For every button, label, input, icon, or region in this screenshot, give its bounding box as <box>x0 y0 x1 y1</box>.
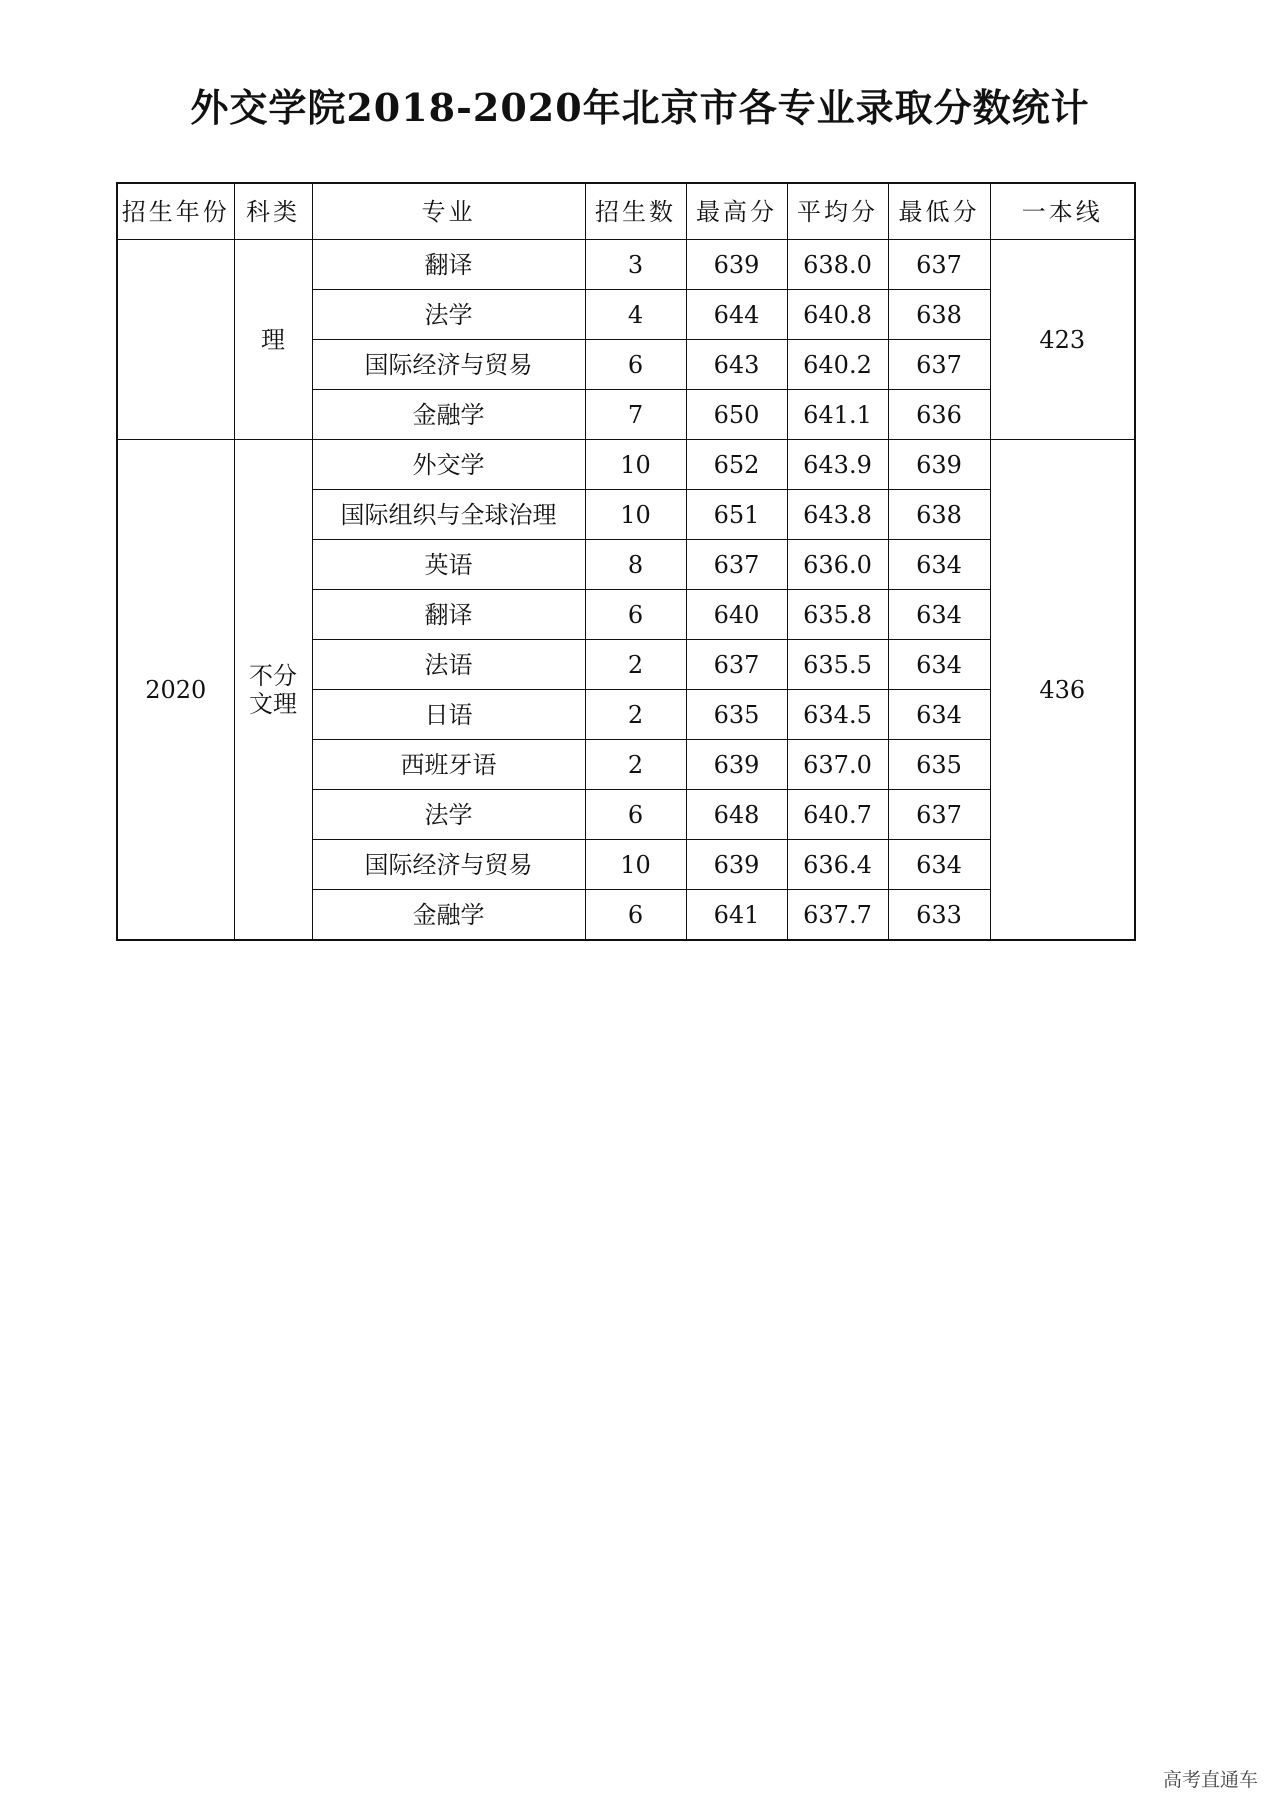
category-cell <box>234 440 312 941</box>
avg-score-cell: 635.5 <box>787 640 888 690</box>
enrolled-cell: 6 <box>585 890 686 941</box>
max-score-cell: 637 <box>686 540 787 590</box>
min-score-cell: 639 <box>888 440 990 490</box>
major-cell: 翻译 <box>312 590 585 640</box>
avg-score-cell: 640.2 <box>787 340 888 390</box>
table-row <box>117 440 1135 490</box>
major-cell: 国际组织与全球治理 <box>312 490 585 540</box>
major-cell: 翻译 <box>312 240 585 290</box>
cutoff-cell: 436 <box>990 440 1135 941</box>
major-cell: 法学 <box>312 790 585 840</box>
avg-score-cell: 635.8 <box>787 590 888 640</box>
avg-score-cell: 643.9 <box>787 440 888 490</box>
major-cell: 金融学 <box>312 890 585 941</box>
enrolled-cell: 10 <box>585 840 686 890</box>
min-score-cell: 634 <box>888 690 990 740</box>
major-cell: 英语 <box>312 540 585 590</box>
min-score-cell: 636 <box>888 390 990 440</box>
admission-score-table <box>116 182 1136 941</box>
avg-score-cell: 634.5 <box>787 690 888 740</box>
avg-score-cell: 641.1 <box>787 390 888 440</box>
enrolled-cell: 6 <box>585 590 686 640</box>
max-score-cell: 648 <box>686 790 787 840</box>
major-cell: 外交学 <box>312 440 585 490</box>
enrolled-cell: 3 <box>585 240 686 290</box>
enrolled-cell: 6 <box>585 340 686 390</box>
year-cell: 2020 <box>117 440 234 941</box>
major-cell: 国际经济与贸易 <box>312 840 585 890</box>
major-cell: 国际经济与贸易 <box>312 340 585 390</box>
enrolled-cell: 8 <box>585 540 686 590</box>
header-enrolled: 招生数 <box>585 183 686 240</box>
major-cell: 西班牙语 <box>312 740 585 790</box>
header-year: 招生年份 <box>117 183 234 240</box>
avg-score-cell: 640.8 <box>787 290 888 340</box>
min-score-cell: 634 <box>888 540 990 590</box>
enrolled-cell: 2 <box>585 740 686 790</box>
min-score-cell: 638 <box>888 290 990 340</box>
header-major: 专业 <box>312 183 585 240</box>
category-line-1: 不分 <box>249 661 297 690</box>
table-header-row <box>117 183 1135 240</box>
enrolled-cell: 4 <box>585 290 686 340</box>
max-score-cell: 650 <box>686 390 787 440</box>
max-score-cell: 651 <box>686 490 787 540</box>
min-score-cell: 638 <box>888 490 990 540</box>
max-score-cell: 643 <box>686 340 787 390</box>
major-cell: 法语 <box>312 640 585 690</box>
category-cell: 理 <box>234 240 312 440</box>
max-score-cell: 644 <box>686 290 787 340</box>
max-score-cell: 639 <box>686 240 787 290</box>
enrolled-cell: 2 <box>585 640 686 690</box>
avg-score-cell: 643.8 <box>787 490 888 540</box>
max-score-cell: 640 <box>686 590 787 640</box>
major-cell: 法学 <box>312 290 585 340</box>
avg-score-cell: 638.0 <box>787 240 888 290</box>
page-title: 外交学院2018-2020年北京市各专业录取分数统计 <box>190 85 1090 130</box>
major-cell: 金融学 <box>312 390 585 440</box>
table-row <box>117 240 1135 290</box>
enrolled-cell: 7 <box>585 390 686 440</box>
max-score-cell: 637 <box>686 640 787 690</box>
watermark: 高考直通车 <box>1162 1769 1258 1791</box>
min-score-cell: 637 <box>888 340 990 390</box>
min-score-cell: 633 <box>888 890 990 941</box>
avg-score-cell: 637.7 <box>787 890 888 941</box>
max-score-cell: 639 <box>686 840 787 890</box>
enrolled-cell: 2 <box>585 690 686 740</box>
header-avg-score: 平均分 <box>787 183 888 240</box>
cutoff-cell: 423 <box>990 240 1135 440</box>
max-score-cell: 639 <box>686 740 787 790</box>
min-score-cell: 637 <box>888 790 990 840</box>
min-score-cell: 635 <box>888 740 990 790</box>
header-max-score: 最高分 <box>686 183 787 240</box>
major-cell: 日语 <box>312 690 585 740</box>
avg-score-cell: 640.7 <box>787 790 888 840</box>
avg-score-cell: 637.0 <box>787 740 888 790</box>
header-cutoff: 一本线 <box>990 183 1135 240</box>
category-line-2: 文理 <box>249 689 297 718</box>
enrolled-cell: 10 <box>585 440 686 490</box>
header-category: 科类 <box>234 183 312 240</box>
avg-score-cell: 636.0 <box>787 540 888 590</box>
max-score-cell: 652 <box>686 440 787 490</box>
header-min-score: 最低分 <box>888 183 990 240</box>
enrolled-cell: 6 <box>585 790 686 840</box>
min-score-cell: 637 <box>888 240 990 290</box>
min-score-cell: 634 <box>888 590 990 640</box>
max-score-cell: 641 <box>686 890 787 941</box>
min-score-cell: 634 <box>888 840 990 890</box>
max-score-cell: 635 <box>686 690 787 740</box>
avg-score-cell: 636.4 <box>787 840 888 890</box>
min-score-cell: 634 <box>888 640 990 690</box>
enrolled-cell: 10 <box>585 490 686 540</box>
year-cell-empty <box>117 240 234 440</box>
